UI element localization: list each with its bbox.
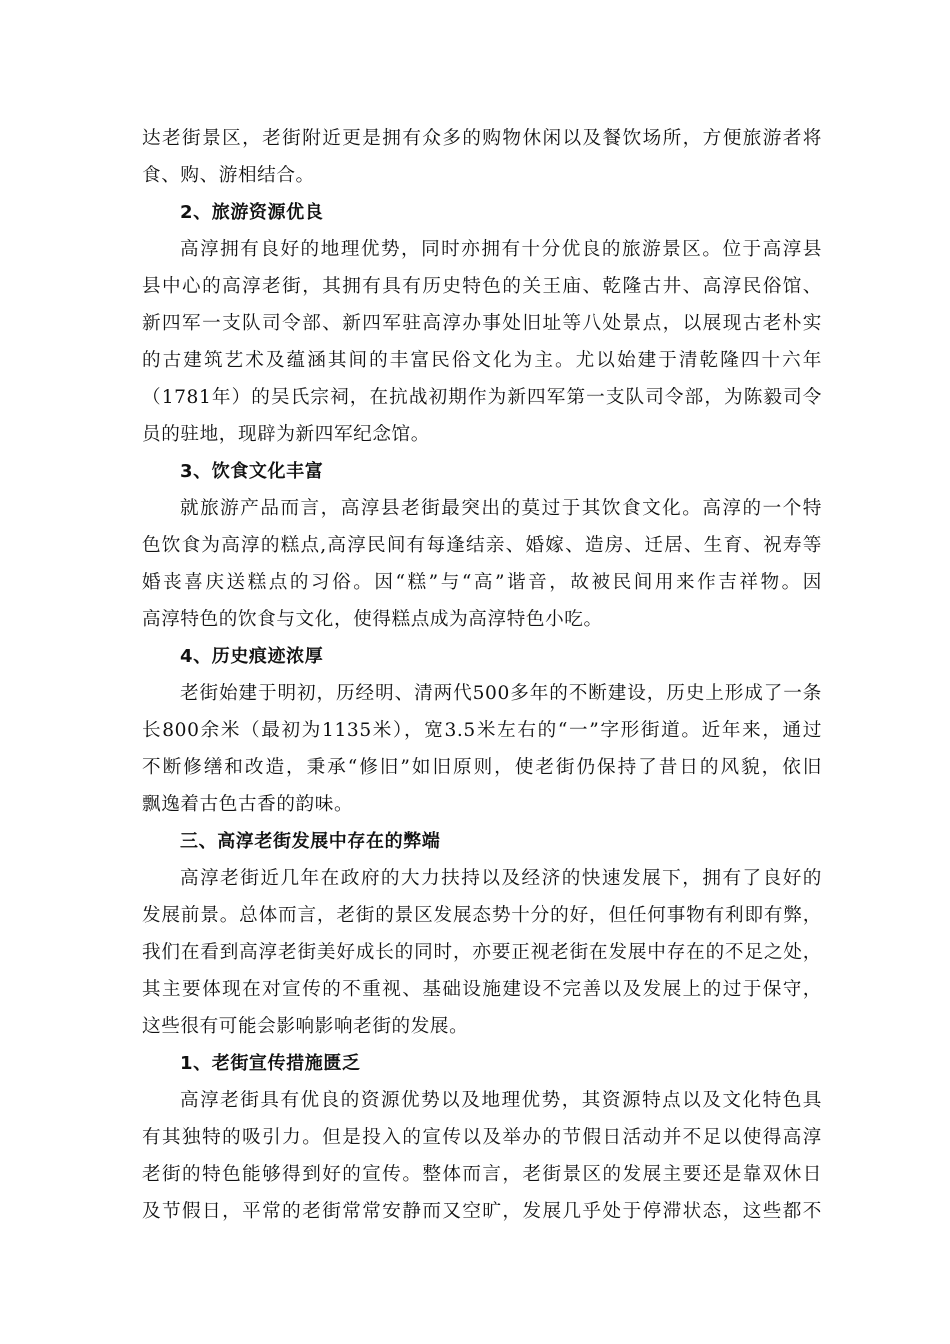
paragraph-line: 飘逸着古色古香的韵味。 — [142, 794, 354, 815]
paragraph-line: 高淳拥有良好的地理优势，同时亦拥有十分优良的旅游景区。位于高淳县 — [180, 239, 822, 260]
paragraph-line: 长800余米（最初为1135米），宽3.5米左右的“一”字形街道。近年来，通过 — [142, 720, 822, 741]
section-heading: 3、饮食文化丰富 — [180, 461, 324, 482]
paragraph-line: 的古建筑艺术及蕴涵其间的丰富民俗文化为主。尤以始建于清乾隆四十六年 — [142, 350, 822, 371]
paragraph-line: 色饮食为高淳的糕点,高淳民间有每逢结亲、婚嫁、造房、迁居、生育、祝寿等 — [142, 535, 822, 556]
paragraph-line: 食、购、游相结合。 — [142, 165, 315, 186]
section-heading: 2、旅游资源优良 — [180, 202, 324, 223]
document-body — [142, 120, 822, 1230]
paragraph-line: 其主要体现在对宣传的不重视、基础设施建设不完善以及发展上的过于保守， — [142, 979, 822, 1000]
paragraph-line: 高淳老街具有优良的资源优势以及地理优势，其资源特点以及文化特色具 — [180, 1090, 822, 1111]
paragraph-line: 不断修缮和改造，秉承“修旧”如旧原则，使老街仍保持了昔日的风貌，依旧 — [142, 757, 822, 778]
paragraph-line: 就旅游产品而言，高淳县老街最突出的莫过于其饮食文化。高淳的一个特 — [180, 498, 822, 519]
paragraph-line: 老街始建于明初，历经明、清两代500多年的不断建设，历史上形成了一条 — [180, 683, 822, 704]
paragraph-line: 发展前景。总体而言，老街的景区发展态势十分的好，但任何事物有利即有弊， — [142, 905, 822, 926]
paragraph-line: 高淳特色的饮食与文化，使得糕点成为高淳特色小吃。 — [142, 609, 603, 630]
paragraph-line: 及节假日，平常的老街常常安静而又空旷，发展几乎处于停滞状态，这些都不 — [142, 1201, 822, 1222]
section-heading: 1、老街宣传措施匮乏 — [180, 1053, 361, 1074]
paragraph-line: 老街的特色能够得到好的宣传。整体而言，老街景区的发展主要还是靠双休日 — [142, 1164, 822, 1185]
paragraph-line: 达老街景区，老街附近更是拥有众多的购物休闲以及餐饮场所，方便旅游者将 — [142, 128, 822, 149]
paragraph-line: （1781年）的吴氏宗祠，在抗战初期作为新四军第一支队司令部，为陈毅司令 — [142, 387, 822, 408]
paragraph-line: 婚丧喜庆送糕点的习俗。因“糕”与“高”谐音，故被民间用来作吉祥物。因 — [142, 572, 822, 593]
section-heading: 4、历史痕迹浓厚 — [180, 646, 324, 667]
paragraph-line: 员的驻地，现辟为新四军纪念馆。 — [142, 424, 430, 445]
section-heading: 三、高淳老街发展中存在的弊端 — [180, 831, 441, 852]
paragraph-line: 新四军一支队司令部、新四军驻高淳办事处旧址等八处景点，以展现古老朴实 — [142, 313, 822, 334]
paragraph-line: 我们在看到高淳老街美好成长的同时，亦要正视老街在发展中存在的不足之处， — [142, 942, 822, 963]
paragraph-line: 有其独特的吸引力。但是投入的宣传以及举办的节假日活动并不足以使得高淳 — [142, 1127, 822, 1148]
paragraph-line: 这些很有可能会影响影响老街的发展。 — [142, 1016, 469, 1037]
paragraph-line: 县中心的高淳老街，其拥有具有历史特色的关王庙、乾隆古井、高淳民俗馆、 — [142, 276, 822, 297]
paragraph-line: 高淳老街近几年在政府的大力扶持以及经济的快速发展下，拥有了良好的 — [180, 868, 822, 889]
